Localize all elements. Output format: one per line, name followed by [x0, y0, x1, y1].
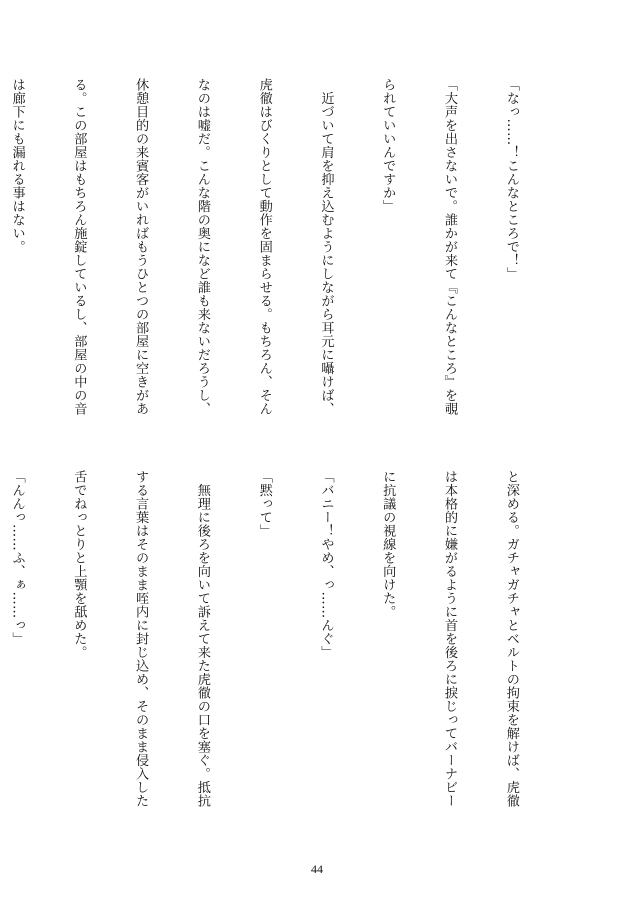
text-line: 「黙って」	[256, 470, 272, 538]
text-line: 「バニー！やめ、っ……んぐ」	[318, 470, 334, 659]
text-line: は本格的に嫌がるように首を後ろに捩じってバーナビー	[442, 470, 458, 808]
upper-text-block	[0, 78, 562, 468]
text-line: 無理に後ろを向いて訴えて来た虎徹の口を塞ぐ。抵抗	[194, 470, 210, 808]
text-line: 「大声を出さないで。誰かが来て『こんなところ』を覗	[442, 78, 458, 416]
text-line: 近づいて肩を抑え込むようにしながら耳元に囁けば、	[318, 78, 334, 416]
text-line: は廊下にも漏れる事はない。	[9, 78, 25, 254]
lower-text-block	[0, 470, 562, 850]
text-line: なのは嘘だ。こんな階の奥になど誰も来ないだろうし、	[194, 78, 210, 416]
text-line: と深める。ガチャガチャとベルトの拘束を解けば、虎徹	[503, 470, 519, 808]
text-line: 「んんっ……ふ、ぁ……っ」	[9, 470, 25, 646]
text-line: る。この部屋はもちろん施錠しているし、部屋の中の音	[71, 78, 87, 416]
text-line: 虎徹はびくりとして動作を固まらせる。もちろん、そん	[256, 78, 272, 416]
text-line: する言葉はそのまま咥内に封じ込め、そのまま侵入した	[133, 470, 149, 808]
text-line: 舌でねっとりと上顎を舐めた。	[71, 470, 87, 659]
text-line: に抗議の視線を向けた。	[380, 470, 396, 619]
page-number: 44	[311, 862, 323, 876]
text-line: 「なっ……！こんなところで！」	[503, 78, 519, 281]
text-line: 休憩目的の来賓客がいればもうひとつの部屋に空きがあ	[133, 78, 149, 416]
text-line: られていいんですか」	[380, 78, 396, 213]
